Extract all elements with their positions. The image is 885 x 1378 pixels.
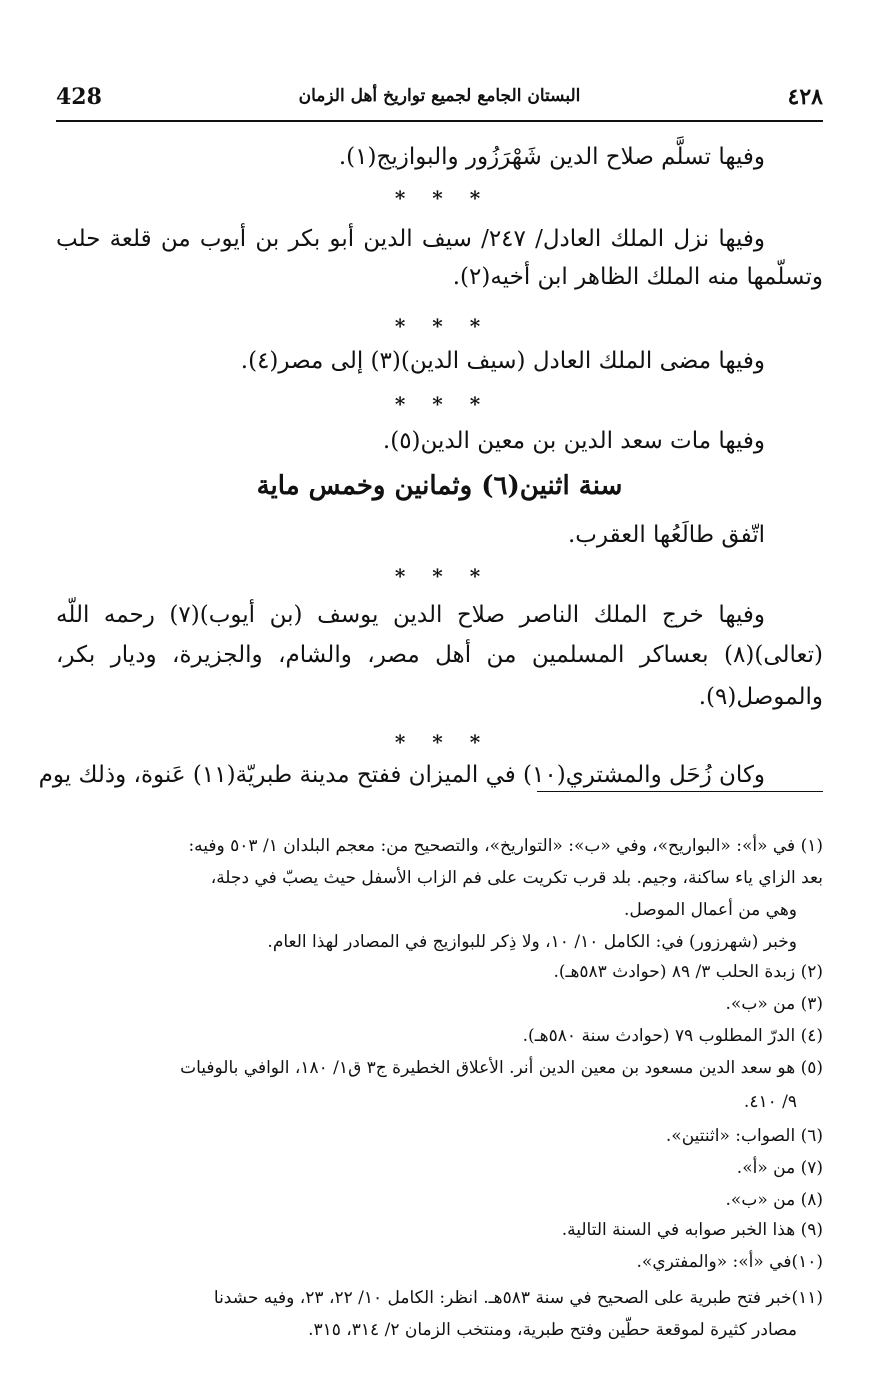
footnote: (٣) من «ب». xyxy=(725,994,823,1014)
footnote: (١٠)في «أ»: «والمفتري». xyxy=(636,1252,823,1272)
separator-stars: * * * xyxy=(394,392,491,416)
body-line: اتّفق طالَعُها العقرب. xyxy=(567,522,765,548)
separator-stars: * * * xyxy=(394,186,491,210)
page-header xyxy=(56,84,823,114)
body-line: وفيها تسلَّم صلاح الدين شَهْرَزُور والبوازيج(١). xyxy=(338,144,765,170)
page-number-latin: 428 xyxy=(56,84,102,110)
footnote: وخبر (شهرزور) في: الكامل ١٠/ ١٠، ولا ذِكر للبوازيج في المصادر لهذا العام. xyxy=(267,932,797,952)
body-line: وفيها خرج الملك الناصر صلاح الدين يوسف (بن أيوب)(٧) رحمه اللّه xyxy=(56,602,765,628)
footnote: (٧) من «أ». xyxy=(736,1158,823,1178)
footnote: بعد الزاي ياء ساكنة، وجيم. بلد قرب تكريت على فم الزاب الأسفل حيث يصبّ في دجلة، xyxy=(210,868,823,888)
separator-stars: * * * xyxy=(394,730,491,754)
body-line: وكان زُحَل والمشتري(١٠) في الميزان ففتح مدينة طبريّة(١١) عَنوة، وذلك يوم xyxy=(38,762,765,788)
separator-stars: * * * xyxy=(394,314,491,338)
footnote: (١) في «أ»: «البواريح»، وفي «ب»: «التواريخ»، والتصحيح من: معجم البلدان ١/ ٥٠٣ وفيه: xyxy=(188,836,823,856)
footnote: (٨) من «ب». xyxy=(725,1190,823,1210)
footnote: (١١)خبر فتح طبرية على الصحيح في سنة ٥٨٣هـ. انظر: الكامل ١٠/ ٢٢، ٢٣، وفيه حشدنا xyxy=(213,1288,823,1308)
body-line: وفيها نزل الملك العادل/ ٢٤٧/ سيف الدين أبو بكر بن أيوب من قلعة حلب xyxy=(56,226,765,252)
footnote: ٩/ ٤١٠. xyxy=(743,1092,797,1112)
footnote: وهي من أعمال الموصل. xyxy=(623,900,797,920)
body-line: (تعالى)(٨) بعساكر المسلمين من أهل مصر، والشام، والجزيرة، وديار بكر، xyxy=(56,642,823,668)
footnote: (٤) الدرّ المطلوب ٧٩ (حوادث سنة ٥٨٠هـ). xyxy=(522,1026,823,1046)
page-number-arabic: ٤٢٨ xyxy=(787,84,823,110)
header-rule xyxy=(56,120,823,122)
footnote: (٥) هو سعد الدين مسعود بن معين الدين أنر. الأعلاق الخطيرة ج٣ ق١/ ١٨٠، الوافي بالوفيات xyxy=(180,1058,823,1078)
body-line: والموصل(٩). xyxy=(698,684,823,710)
separator-stars: * * * xyxy=(394,564,491,588)
running-title: البستان الجامع لجميع تواريخ أهل الزمان xyxy=(298,86,581,106)
body-line: وتسلّمها منه الملك الظاهر ابن أخيه(٢). xyxy=(452,264,823,290)
body-line: وفيها مات سعد الدين بن معين الدين(٥). xyxy=(382,428,765,454)
footnote: (٢) زبدة الحلب ٣/ ٨٩ (حوادث ٥٨٣هـ). xyxy=(553,962,823,982)
footnote: (٩) هذا الخبر صوابه في السنة التالية. xyxy=(561,1220,823,1240)
footnote: (٦) الصواب: «اثنتين». xyxy=(665,1126,823,1146)
section-heading: سنة اثنين(٦) وثمانين وخمس ماية xyxy=(256,471,623,501)
footnote: مصادر كثيرة لموقعة حطّين وفتح طبرية، ومنتخب الزمان ٢/ ٣١٤، ٣١٥. xyxy=(308,1320,797,1340)
footnote-rule xyxy=(537,791,823,792)
body-line: وفيها مضى الملك العادل (سيف الدين)(٣) إلى مصر(٤). xyxy=(240,348,765,374)
